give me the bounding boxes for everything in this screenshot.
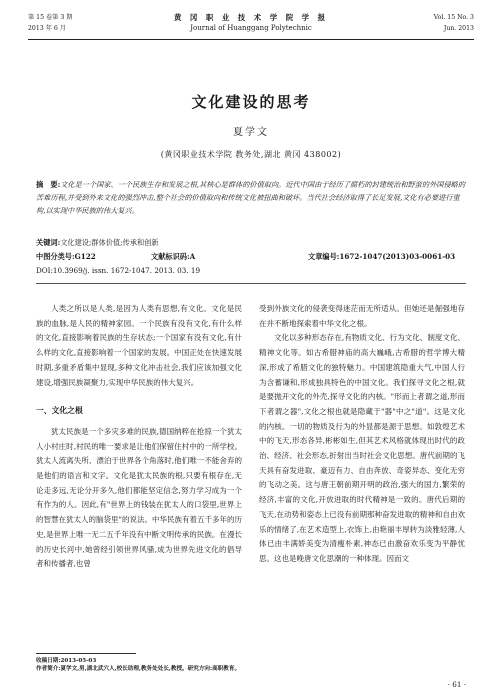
culture-forms-paragraph: 文化以多种形态存在,有物质文化、行为文化、制度文化、精神文化等。如古希腊神庙的高大巍峨,古希腊的哲学博大精深,形成了希腊文化的独特魅力。中国建筑隐重大气,中国人行为含蓄谦和,形成独具特色的中国文化。我们探寻文化之根,就是要抛开文化的外壳,探寻文化的内核。"形而上者谓之道,形而下者谓之器",文化之根也就是隐藏于"器"中之"道"。这是文化的内核。一切的物质及行为的外显都是源于思想。如敦煌艺术中的飞天,形态各异,彬彬如生,但其艺术风格就体现出时代的政治、经济、社会形态,折射出当时社会文化思想。唐代前期的飞天具有奋发进取、豪迈有力、自由奔放、奇姿异态、变化无穷的飞动之美。这与唐王朝前期开明的政治,强大的国力,繁荣的经济,丰富的文化,开放进取的时代精神是一致的。唐代后期的飞天,在动势和姿态上已没有前期那种奋发进取的精神和自由欢乐的情绪了,在艺术造型上,衣饰上,由艳丽丰厚转为淡雅轻薄,人体已由丰满娇美变为清瘦朴素,神态已由激奋欢乐变为平静忧思。这也是晚唐文化思潮的一种体现。因而文	[259, 333, 465, 563]
document-code: 文献标识码:A	[151, 252, 196, 261]
section-heading: 一、文化之根	[36, 406, 83, 416]
author-affiliation: (黄冈职业技术学院 教务处,湖北 黄冈 438002)	[160, 150, 342, 159]
abstract-label: 摘 要:	[36, 180, 61, 189]
month-line: Jun. 2013	[443, 25, 474, 32]
clc-number: 中图分类号:G122	[36, 252, 96, 261]
article-author: 夏学文	[233, 127, 269, 138]
abstract-text: 文化是一个国家、一个民族生存和发展之根,其核心是群体的价值取向。近代中国由于经历了腐朽的封建统治和野蛮的外国侵略的苦难历程,并受到外来文化的强烈冲击,整个社会的价值取向和传统文化被扭曲和破坏。当代社会经济取得了长足发展,文化有必要进行重构,以实现中华民族的伟大复兴。	[36, 180, 466, 215]
journal-name-en: Journal of Huanggang Polytechnic	[190, 24, 312, 32]
header-center	[28, 12, 474, 34]
journal-name-cn: 黄 冈 职 业 技 术 学 院 学 报	[173, 13, 329, 22]
footnote-rule	[36, 653, 136, 654]
body-column-left	[36, 302, 242, 572]
doi: DOI:10.3969/j. issn. 1672-1047. 2013. 03. 19	[36, 266, 201, 275]
abstract	[36, 178, 466, 217]
continued-paragraph: 受到外族文化的侵袭变得迷茫而无所适从。但她还是倔强地存在并不断地探索着中华文化之根。	[259, 304, 465, 328]
keywords-label: 关键词:	[36, 238, 61, 247]
page-number: · 61 ·	[447, 680, 466, 689]
keywords-text: 文化建设;群体价值;传承和创新	[60, 238, 159, 247]
running-header	[28, 12, 474, 52]
intro-paragraph: 人类之所以是人类,是因为人类有思想,有文化。文化是民族的血脉,是人民的精神家园。一个民族有没有文化,有什么样的文化,直接影响着民族的生存状态;一个国家有没有文化,有什么样的文化,直接影响着一个国家的发展。中国正处在快速发展时期,多重矛盾集中显现,多种文化冲击社会,我们应该加强文化建设,增强民族凝聚力,实现中华民族的伟大复兴。	[36, 304, 242, 387]
date-line: 2013 年 6 月	[28, 25, 66, 32]
section-paragraph: 犹太民族是一个多灾多难的民族,德国纳粹在抢掠一个犹太人小村庄时,村民的唯一要求是让他们保留住村中的一所学校。犹太人流离失所、漂泊于世界各个角落时,他们唯一不能舍弃的是他们的语言和文字。文化是犹太民族的根,只要有根存在,无论走多远,无论分开多久,他们都能坚定信念,努力学习成为一个有作为的人。因此,有"世界上的钱装在犹太人的口袋里,世界上的智慧在犹太人的脑袋里"的说法。中华民族有着五千多年的历史,是世界上唯一无二五千年没有中断文明传承的民族。在漫长的历史长河中,她曾经引领世界风骚,成为世界先进文化的倡导者和传播者,也曾	[36, 426, 242, 569]
article-number: 文章编号:1672-1047(2013)03-0061-03	[308, 252, 456, 261]
received-date: 收稿日期:2013-05-03	[36, 658, 97, 664]
article-title: 文化建设的思考	[191, 93, 311, 111]
article-metadata	[36, 250, 466, 278]
issue-line: 第 15 卷第 3 期	[28, 14, 73, 21]
footnote	[36, 657, 466, 673]
metadata-separator	[36, 283, 466, 284]
body-column-right	[259, 302, 465, 567]
volume-line: Vol. 15 No. 3	[433, 14, 474, 21]
keywords	[36, 236, 466, 249]
header-rule	[28, 39, 474, 40]
header-right	[434, 12, 474, 34]
author-bio: 作者简介:夏学文,男,湖北武穴人,校长助理,教务处处长,教授。研究方向:高职教育。	[36, 666, 241, 672]
